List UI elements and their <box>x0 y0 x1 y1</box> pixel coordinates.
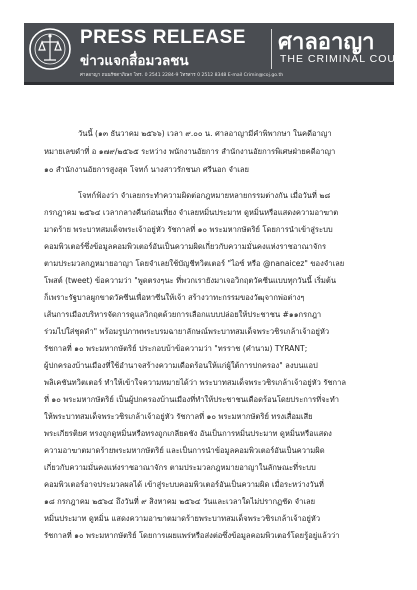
paragraph-line: กรกฎาคม ๒๕๖๔ เวลากลางคืนก่อนเที่ยง จำเลยหมิ่นประมาท ดูหมิ่นหรือแสดงความอาฆาต <box>44 208 339 217</box>
contact-info: ศาลอาญา ถนนรัชดาภิเษก โทร. 0 2541 2284-9 โทรสาร 0 2512 8348 E-mail Crimin@coj.go.th <box>80 73 284 78</box>
paragraph-line: เกี่ยวกับความมั่นคงแห่งราชอาณาจักร ตามประมวลกฎหมายอาญาในลักษณะที่ระบบ <box>44 463 316 472</box>
banner-stripe <box>24 82 394 85</box>
case-parties-line: ๑๐ สำนักงานอัยการสูงสุด โจทก์ นางสาวรักชนก ศรีนอก จำเลย <box>44 165 249 174</box>
press-release-banner <box>24 23 412 85</box>
paragraph-line: คอมพิวเตอร์อาจประมวลผลได้ เข้าสู่ระบบคอมพิวเตอร์อันเป็นความผิด เมื่อระหว่างวันที่ <box>44 480 324 489</box>
paragraph-line: ก็เพราะรัฐบาลผูกขาดวัคซีนเพื่อหาซีนให้เจ้า สร้างวาทะกรรมของวัฒุจากพ่อต่างๆ <box>44 293 305 302</box>
paragraph-line: ๑๘ กรกฎาคม ๒๕๖๔ ถึงวันที่ ๙ สิงหาคม ๒๕๖๔ วันและเวลาใดไม่ปรากฏชัด จำเลย <box>44 497 316 506</box>
court-name-thai: ศาลอาญา <box>278 30 375 55</box>
press-release-thai-title: ข่าวแจกสื่อมวลชน <box>80 53 189 69</box>
paragraph-line: ให้พระบาทสมเด็จพระวชิรเกล้าเจ้าอยู่หัว รัชกาลที่ ๑๐ พระมหากษัตริย์ ทรงเสื่อมเสีย <box>44 412 313 421</box>
paragraph-line: มาดร้าย พระบาทสมเด็จพระเจ้าอยู่หัว รัชกาลที่ ๑๐ พระมหากษัตริย์ โดยการนำเข้าสู่ระบบ <box>44 225 333 234</box>
court-name-english: THE CRIMINAL COURT <box>280 53 412 65</box>
paragraph-line: ความอาฆาตมาดร้ายพระมหากษัตริย์ และเป็นการนำข้อมูลคอมพิวเตอร์อันเป็นความผิด <box>44 446 325 455</box>
paragraph-line: คอมพิวเตอร์ซึ่งข้อมูลคอมพิวเตอร์อันเป็นความผิดเกี่ยวกับความมั่นคงแห่งราชอาณาจักร <box>44 242 327 251</box>
court-emblem-icon <box>28 27 72 71</box>
paragraph-line: พลิเคชันทวิตเตอร์ ทำให้เข้าใจความหมายได้ว่า พระบาทสมเด็จพระวชิรเกล้าเจ้าอยู่หัว รัชกาล <box>44 378 347 387</box>
banner-divider <box>271 29 272 69</box>
verdict-date-line: วันนี้ (๑๓ ธันวาคม ๒๕๖๖) เวลา ๙.๐๐ น. ศาลอาญามีคำพิพากษา ในคดีอาญา <box>78 129 332 138</box>
paragraph-line: รัชกาลที่ ๑๐ พระมหากษัตริย์ โดยการเผยแพร่หรือส่งต่อซึ่งข้อมูลคอมพิวเตอร์โดยรู้อยู่แล้วว่า <box>44 531 340 540</box>
press-release-title: PRESS RELEASE <box>80 27 246 48</box>
case-number-line: หมายเลขดำที่ อ ๑๗๙/๒๕๖๕ ระหว่าง พนักงานอัยการ สำนักงานอัยการพิเศษฝ่ายคดีอาญา <box>44 147 336 156</box>
paragraph-line: โพสต์ (tweet) ข้อความว่า "พูดตรงๆนะ ที่พวกเรายังมาเจอวิกฤตวัคซีนแบบทุกวันนี้ เริ่มต้น <box>44 276 337 285</box>
paragraph-line: รัชกาลที่ ๑๐ พระมหากษัตริย์ ประกอบบ้าข้อความว่า "ทรราช (คำนาม) TYRANT; <box>44 344 308 353</box>
paragraph-first-line: โจทก์ฟ้องว่า จำเลยกระทำความผิดต่อกฎหมายหลายกรรมต่างกัน เมื่อวันที่ ๒๘ <box>78 191 331 200</box>
paragraph-line: ผู้ปกครองบ้านเมืองที่ใช้อำนาจสร้างความเดือดร้อนให้แก่ผู้ใต้การปกครอง" ลงบนแอป <box>44 361 318 370</box>
paragraph-line: พระเกียรติยศ ทรงถูกดูหมิ่นหรือทรงถูกเกลียดชัง อันเป็นการหมิ่นประมาท ดูหมิ่นหรือแสดง <box>44 429 332 438</box>
paragraph-line: ตามประมวลกฎหมายอาญา โดยจำเลยใช้บัญชีทวิตเตอร์ "ไอซ์ หรือ @nanaicez" ของจำเลย <box>44 259 345 268</box>
paragraph-line: ที่ ๑๐ พระมหากษัตริย์ เป็นผู้ปกครองบ้านเมืองที่ทำให้ประชาชนเดือดร้อนโดยประการที่จะทำ <box>44 395 340 404</box>
paragraph-line: ร่วมไปใส่ชุดดำ" พร้อมรูปภาพพระบรมฉายาลักษณ์พระบาทสมเด็จพระวชิรเกล้าเจ้าอยู่หัว <box>44 327 330 336</box>
paragraph-line: เส้นการเมืองบริหารจัดการดูแลวิกฤตด้วยการเลือกแบบปล่อยให้ประชาชน #๑๑กรกฎา <box>44 310 322 319</box>
paragraph-line: หมิ่นประมาท ดูหมิ่น แสดงความอาฆาตมาดร้ายพระบาทสมเด็จพระวชิรเกล้าเจ้าอยู่หัว <box>44 514 321 523</box>
